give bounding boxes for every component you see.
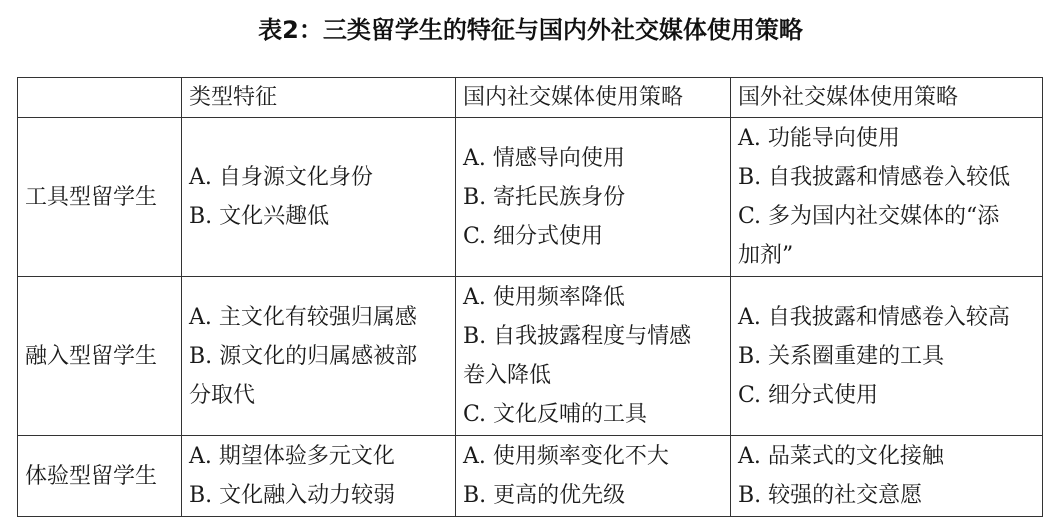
- cell-line: A. 品菜式的文化接触: [738, 444, 944, 469]
- foreign-cell: [731, 436, 1043, 517]
- domestic-cell: [456, 277, 731, 436]
- cell-line: B. 文化融入动力较弱: [189, 483, 396, 508]
- foreign-cell: [731, 277, 1043, 436]
- foreign-cell: [731, 118, 1043, 277]
- domestic-cell: [456, 436, 731, 517]
- row-label: 工具型留学生: [18, 118, 182, 277]
- header-cell-features: 类型特征: [182, 78, 456, 118]
- table-header-row: [18, 78, 1043, 118]
- strategy-table: [17, 77, 1043, 517]
- cell-line: B. 更高的优先级: [463, 483, 626, 508]
- header-cell-domestic: 国内社交媒体使用策略: [456, 78, 731, 118]
- cell-line: A. 期望体验多元文化: [189, 444, 395, 469]
- cell-line: 分取代: [189, 382, 256, 408]
- features-cell: [182, 436, 456, 517]
- cell-line: A. 情感导向使用: [463, 145, 625, 171]
- domestic-cell: [456, 118, 731, 277]
- cell-line: A. 自身源文化身份: [189, 165, 373, 190]
- cell-line: B. 自我披露程度与情感: [463, 324, 692, 349]
- cell-line: B. 寄托民族身份: [463, 184, 626, 210]
- cell-line: 卷入降低: [463, 363, 552, 388]
- cell-line: B. 较强的社交意愿: [738, 483, 923, 508]
- row-label: 融入型留学生: [18, 277, 182, 436]
- cell-line: C. 细分式使用: [738, 382, 879, 408]
- table-row: [18, 436, 1043, 517]
- cell-line: 加剂”: [738, 243, 794, 268]
- cell-line: A. 功能导向使用: [738, 126, 900, 151]
- header-cell-empty: [18, 78, 182, 118]
- cell-line: C. 细分式使用: [463, 223, 604, 249]
- cell-line: A. 使用频率变化不大: [463, 444, 669, 469]
- cell-line: B. 文化兴趣低: [189, 204, 330, 229]
- cell-line: C. 文化反哺的工具: [463, 402, 648, 427]
- cell-line: A. 主文化有较强归属感: [189, 304, 417, 330]
- header-cell-foreign: 国外社交媒体使用策略: [731, 78, 1043, 118]
- cell-line: C. 多为国内社交媒体的“添: [738, 204, 1000, 229]
- cell-line: B. 关系圈重建的工具: [738, 343, 945, 369]
- cell-line: B. 源文化的归属感被部: [189, 343, 418, 369]
- table-row: [18, 118, 1043, 277]
- features-cell: [182, 118, 456, 277]
- features-cell: [182, 277, 456, 436]
- cell-line: A. 自我披露和情感卷入较高: [738, 304, 1010, 330]
- cell-line: B. 自我披露和情感卷入较低: [738, 165, 1011, 190]
- row-label: 体验型留学生: [18, 436, 182, 517]
- cell-line: A. 使用频率降低: [463, 285, 625, 310]
- table-title: 表2：三类留学生的特征与国内外社交媒体使用策略: [258, 16, 803, 44]
- table-row: [18, 277, 1043, 436]
